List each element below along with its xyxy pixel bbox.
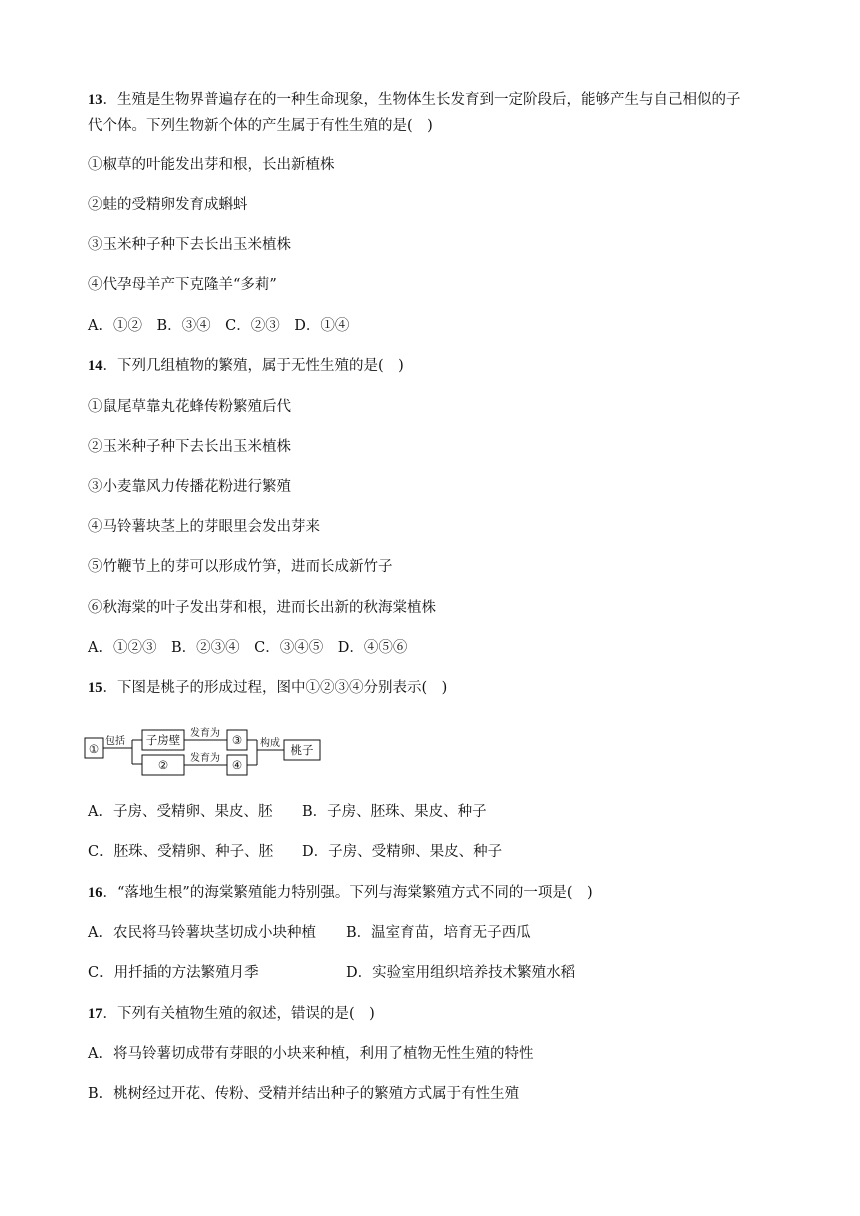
q17-number: 17 xyxy=(88,1006,103,1022)
q13-stem-text: ．生殖是生物界普遍存在的一种生命现象，生物体生长发育到一定阶段后，能够产生与自己相似的子 xyxy=(102,92,741,108)
q16-options-row1 xyxy=(88,923,531,943)
q16-option-d: D．实验室用组织培养技术繁殖水稻 xyxy=(346,965,576,981)
q15-options-row2 xyxy=(88,842,502,862)
diagram-label-develops-top: 发育为 xyxy=(190,728,220,739)
q16-number: 16 xyxy=(88,885,103,901)
diagram-label-peach: 桃子 xyxy=(290,743,314,757)
q14-number: 14 xyxy=(88,358,103,374)
q15-option-a: A．子房、受精卵、果皮、胚 xyxy=(88,804,273,820)
q14-options: A．①②③ B．②③④ C．③④⑤ D．④⑤⑥ xyxy=(88,640,408,656)
q15-option-b: B．子房、胚珠、果皮、种子 xyxy=(302,804,487,820)
q16-option-a: A．农民将马铃薯块茎切成小块种植 xyxy=(88,925,316,941)
q13-item: ①椒草的叶能发出芽和根，长出新植株 xyxy=(88,157,335,173)
diagram-label-includes: 包括 xyxy=(105,736,125,747)
q14-item: ②玉米种子种下去长出玉米植株 xyxy=(88,439,291,455)
q14-item: ①鼠尾草靠丸花蜂传粉繁殖后代 xyxy=(88,399,291,415)
q13-stem-line2: 代个体。下列生物新个体的产生属于有性生殖的是( ) xyxy=(88,118,433,134)
q15-option-c: C．胚珠、受精卵、种子、胚 xyxy=(88,844,274,860)
q13-item: ④代孕母羊产下克隆羊“多莉” xyxy=(88,277,277,293)
q16-stem-text: ．“落地生根”的海棠繁殖能力特别强。下列与海棠繁殖方式不同的一项是( ) xyxy=(102,885,593,901)
q15-option-d: D．子房、受精卵、果皮、种子 xyxy=(302,844,503,860)
q17-stem-text: ．下列有关植物生殖的叙述，错误的是( ) xyxy=(102,1006,375,1022)
diagram-label-develops-bottom: 发育为 xyxy=(190,753,220,764)
q15-number: 15 xyxy=(88,680,103,696)
q14-item: ⑥秋海棠的叶子发出芽和根，进而长出新的秋海棠植株 xyxy=(88,600,436,616)
q17-option-b: B．桃树经过开花、传粉、受精并结出种子的繁殖方式属于有性生殖 xyxy=(88,1086,520,1102)
q14-stem xyxy=(88,356,404,376)
q13-item: ②蛙的受精卵发育成蝌蚪 xyxy=(88,197,248,213)
q15-stem-text: ．下图是桃子的形成过程，图中①②③④分别表示( ) xyxy=(102,680,448,696)
q17-option-a: A．将马铃薯切成带有芽眼的小块来种植，利用了植物无性生殖的特性 xyxy=(88,1046,534,1062)
diagram-label-4: ④ xyxy=(231,758,243,772)
diagram-label-3: ③ xyxy=(231,733,243,747)
q16-options-row2 xyxy=(88,963,575,983)
q13-number: 13 xyxy=(88,92,103,108)
q16-option-b: B．温室育苗，培育无子西瓜 xyxy=(346,925,531,941)
peach-formation-diagram xyxy=(84,722,324,778)
diagram-label-1: ① xyxy=(88,742,100,756)
q15-stem xyxy=(88,678,447,698)
q14-item: ④马铃薯块茎上的芽眼里会发出芽来 xyxy=(88,519,320,535)
q13-options: A．①② B．③④ C．②③ D．①④ xyxy=(88,318,350,334)
diagram-label-forms: 构成 xyxy=(260,738,280,749)
q17-stem xyxy=(88,1004,375,1024)
q16-stem xyxy=(88,883,593,903)
diagram-label-ovary-wall: 子房壁 xyxy=(145,733,181,747)
q13-item: ③玉米种子种下去长出玉米植株 xyxy=(88,237,291,253)
q14-stem-text: ．下列几组植物的繁殖，属于无性生殖的是( ) xyxy=(102,358,404,374)
q15-options-row1 xyxy=(88,802,487,822)
q14-item: ⑤竹鞭节上的芽可以形成竹笋，进而长成新竹子 xyxy=(88,559,393,575)
diagram-label-2: ② xyxy=(157,758,169,772)
q13-stem-line1 xyxy=(88,90,741,110)
q14-item: ③小麦靠风力传播花粉进行繁殖 xyxy=(88,479,291,495)
q16-option-c: C．用扦插的方法繁殖月季 xyxy=(88,965,259,981)
